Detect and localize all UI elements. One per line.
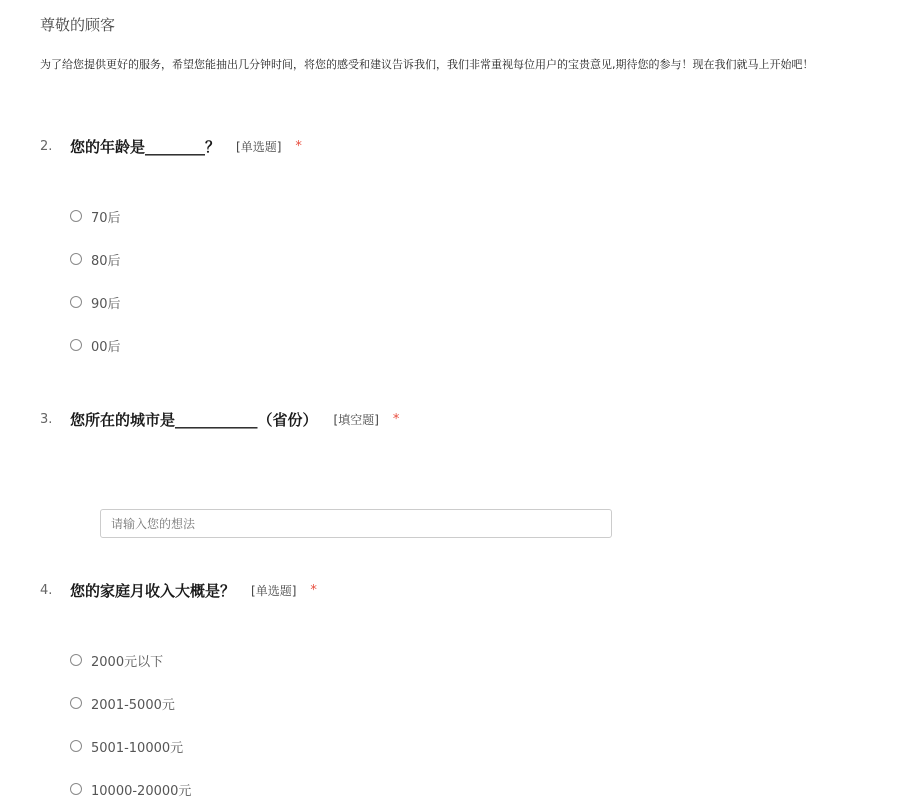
question-title: 您的年龄是________？ (70, 137, 221, 156)
question-type-badge: [单选题] (251, 583, 297, 598)
question-number: 2. (40, 138, 53, 154)
option-label: 5001-10000元 (91, 740, 184, 756)
option-income-under-2000[interactable] (70, 650, 163, 670)
radio-button[interactable] (70, 253, 82, 265)
option-income-5001-10000[interactable] (70, 736, 183, 756)
required-marker: * (295, 138, 302, 154)
option-label: 2001-5000元 (91, 697, 175, 713)
option-label: 00后 (91, 339, 121, 355)
option-label: 10000-20000元 (91, 783, 192, 799)
radio-button[interactable] (70, 783, 82, 795)
question-number: 3. (40, 411, 53, 427)
radio-button[interactable] (70, 210, 82, 222)
question-type-badge: [填空题] (333, 412, 379, 427)
question-number: 4. (40, 582, 53, 598)
option-label: 70后 (91, 210, 121, 226)
option-label: 80后 (91, 253, 121, 269)
question-title: 您的家庭月收入大概是？ (70, 581, 236, 600)
question-title: 您所在的城市是___________（省份） (70, 410, 318, 429)
option-income-2001-5000[interactable] (70, 693, 175, 713)
intro-text: 为了给您提供更好的服务，希望您能抽出几分钟时间，将您的感受和建议告诉我们，我们非常重视每位用户的宝贵意见,期待您的参与！现在我们就马上开始吧！ (40, 58, 814, 71)
radio-button[interactable] (70, 339, 82, 351)
question-type-badge: [单选题] (236, 139, 282, 154)
city-input[interactable] (100, 509, 612, 538)
option-age-90s[interactable] (70, 292, 121, 312)
option-age-00s[interactable] (70, 335, 121, 355)
required-marker: * (392, 411, 400, 427)
question-city (40, 407, 399, 431)
option-age-70s[interactable] (70, 206, 121, 226)
required-marker: * (310, 582, 317, 598)
radio-button[interactable] (70, 654, 82, 666)
radio-button[interactable] (70, 697, 82, 709)
question-income (40, 578, 317, 602)
question-age (40, 134, 302, 158)
radio-button[interactable] (70, 740, 82, 752)
option-label: 2000元以下 (91, 654, 164, 670)
greeting-heading: 尊敬的顾客 (40, 16, 116, 34)
radio-button[interactable] (70, 296, 82, 308)
option-income-10000-20000[interactable] (70, 779, 191, 799)
option-label: 90后 (91, 296, 121, 312)
option-age-80s[interactable] (70, 249, 121, 269)
